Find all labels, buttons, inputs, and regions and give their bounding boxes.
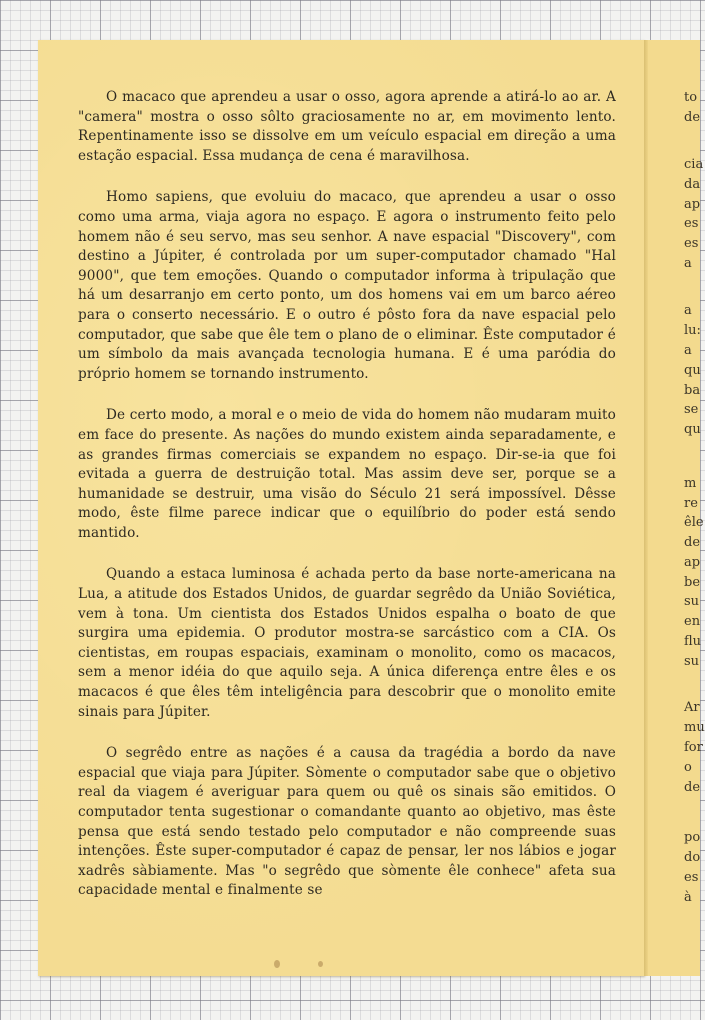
adjacent-page — [648, 40, 705, 976]
fragment: a — [684, 256, 692, 271]
paragraph-2: Homo sapiens, que evoluiu do macaco, que aprendeu a usar o osso como uma arma, viaja agora no espaço. E agora o instrumento feito pelo homem não é seu servo, mas seu senhor. A nave espacial "Discovery", com destino a Júpiter, é controlada por um super-computador chamado "Hal 9000", que tem emoções. Quando o computador informa à tripulação que há um desarranjo em certo ponto, um dos homens vai em um barco aéreo para o conserto necessário. E o outro é pôsto fora da nave espacial pelo computador, que sabe que êle tem o plano de o eliminar. Êste computador é um símbolo da mais avançada tecnologia humana. E é uma paródia do próprio homem se tornando instrumento. — [78, 189, 616, 382]
paragraph-1: O macaco que aprendeu a usar o osso, agora aprende a atirá-lo ao ar. A "camera" mostra o osso sôlto graciosamente no ar, em movimento lento. Repentinamente isso se dissolve em um veículo espacial em direção a uma estação espacial. Essa mudança de cena é maravilhosa. — [78, 89, 616, 164]
fragment: de — [684, 535, 701, 550]
fragment: be — [684, 575, 701, 590]
body-text — [78, 88, 616, 923]
paper-stain — [318, 961, 323, 967]
fragment: Ar — [684, 700, 700, 715]
fragment: do — [684, 850, 701, 865]
fragment: for — [684, 740, 703, 755]
fragment: a — [684, 343, 692, 358]
fragment: en — [684, 614, 701, 629]
fragment: flu — [684, 634, 702, 649]
fragment: qu — [684, 363, 701, 378]
fragment: êle — [684, 515, 704, 530]
fragment: to — [684, 90, 698, 105]
fragment: su — [684, 654, 700, 669]
fragment: ap — [684, 555, 701, 570]
fragment: re — [684, 496, 698, 511]
fragment: de — [684, 780, 701, 795]
fragment: qu — [684, 422, 701, 437]
paper-stain — [274, 960, 280, 968]
fragment: o — [684, 760, 692, 775]
fragment: es — [684, 216, 699, 231]
fragment: à — [684, 890, 692, 905]
fragment: a — [684, 303, 692, 318]
fragment: se — [684, 402, 699, 417]
fragment: es — [684, 870, 699, 885]
fragment: m — [684, 476, 697, 491]
fragment: ba — [684, 383, 701, 398]
fragment: po — [684, 830, 701, 845]
fragment: su — [684, 594, 700, 609]
fragment: ap — [684, 197, 701, 212]
fragment: da — [684, 177, 701, 192]
document-page — [38, 40, 644, 976]
fragment: es — [684, 236, 699, 251]
fragment: mu — [684, 720, 705, 735]
paragraph-3: De certo modo, a moral e o meio de vida do homem não mudaram muito em face do presente. As nações do mundo existem ainda separadamente, e as grandes firmas comerciais se expandem no espaço. Dir-se-ia que foi evitada a guerra de destruição total. Mas assim deve ser, porque se a humanidade se destruir, uma visão do Século 21 será impossível. Dêsse modo, êste filme parece indicar que o equilíbrio do poder está sendo mantido. — [78, 407, 616, 541]
paragraph-5: O segrêdo entre as nações é a causa da tragédia a bordo da nave espacial que viaja para Júpiter. Sòmente o computador sabe que o objetivo real da viagem é averiguar para quem ou quê os sinais são emitidos. O computador tenta sugestionar o comandante quanto ao objetivo, mas êste pensa que está sendo testado pelo computador e não compreende suas intenções. Êste super-computador é capaz de pensar, ler nos lábios e jogar xadrês sàbiamente. Mas "o segrêdo que sòmente êle conhece" afeta sua capacidade mental e finalmente se — [78, 745, 616, 899]
paragraph-4: Quando a estaca luminosa é achada perto da base norte-americana na Lua, a atitude dos Estados Unidos, de guardar segrêdo da União Soviética, vem à tona. Um cientista dos Estados Unidos espalha o boato de que surgira uma epidemia. O produtor mostra-se sarcástico com a CIA. Os cientistas, em roupas espaciais, examinam o monolito, como os macacos, sem a menor idéia do que aquilo seja. A única diferença entre êles e os macacos é que êles têm inteligência para descobrir que o monolito emite sinais para Júpiter. — [78, 566, 616, 720]
fragment: cia — [684, 157, 704, 172]
fragment: de — [684, 110, 701, 125]
fragment: lu: — [684, 323, 701, 338]
